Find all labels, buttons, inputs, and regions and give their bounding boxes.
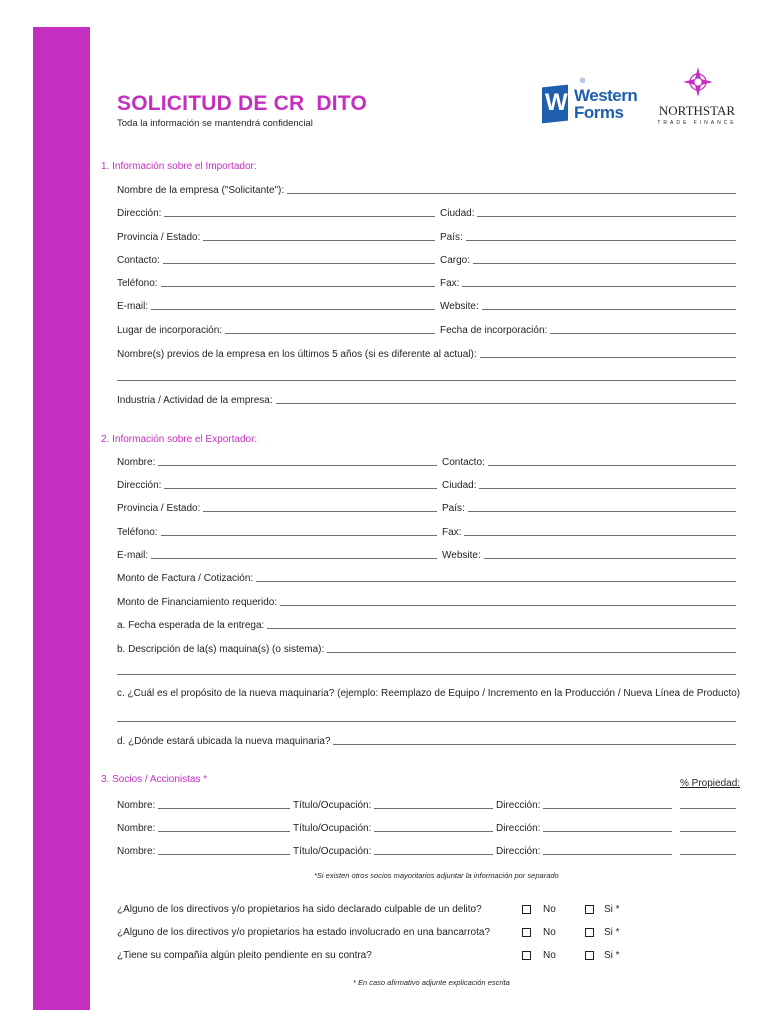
field-label: Fecha de incorporación: <box>440 325 548 336</box>
field-label: Industria / Actividad de la empresa: <box>117 395 273 406</box>
question-2-yes-checkbox[interactable] <box>585 928 594 937</box>
question-2-no-checkbox[interactable] <box>522 928 531 937</box>
field-label: Website: <box>440 301 479 312</box>
question-3-no-label: No <box>543 950 556 961</box>
field-label: Dirección: <box>496 846 541 857</box>
importer-company-name-field[interactable] <box>117 182 736 196</box>
partner-3-title-field[interactable] <box>293 843 493 857</box>
partner-1-ownership-field[interactable] <box>680 808 736 809</box>
confidential-note: Toda la información se mantendrá confidencial <box>117 118 313 129</box>
partner-2-address-field[interactable] <box>496 820 672 834</box>
field-label: Nombre: <box>117 823 156 834</box>
partner-2-title-field[interactable] <box>293 820 493 834</box>
northstar-tagline: TRADE FINANCE <box>657 120 737 126</box>
field-label: Dirección: <box>496 800 541 811</box>
importer-incorporation-place-field[interactable] <box>117 322 435 336</box>
question-1-no-label: No <box>543 904 556 915</box>
partner-3-ownership-field[interactable] <box>680 854 736 855</box>
exporter-phone-field[interactable] <box>117 524 437 538</box>
partner-2-name-field[interactable] <box>117 820 290 834</box>
question-2-no-label: No <box>543 927 556 938</box>
field-label: Monto de Financiamiento requerido: <box>117 597 278 608</box>
field-label: Fax: <box>442 527 462 538</box>
question-2-yes-label: Si * <box>604 927 620 938</box>
delivery-date-field[interactable] <box>117 617 736 631</box>
field-label: a. Fecha esperada de la entrega: <box>117 620 265 631</box>
field-label: Nombre de la empresa ("Solicitante"): <box>117 185 285 196</box>
financing-amount-field[interactable] <box>117 594 736 608</box>
importer-industry-field[interactable] <box>117 392 736 406</box>
question-3-no-checkbox[interactable] <box>522 951 531 960</box>
purpose-answer-line[interactable] <box>117 721 736 722</box>
importer-address-field[interactable] <box>117 205 435 219</box>
partner-2-ownership-field[interactable] <box>680 831 736 832</box>
exporter-province-field[interactable] <box>117 500 437 514</box>
ownership-header: % Propiedad: <box>680 778 741 789</box>
field-label: Contacto: <box>442 457 485 468</box>
importer-contact-field[interactable] <box>117 252 435 266</box>
field-label: Teléfono: <box>117 278 158 289</box>
northstar-logo <box>655 67 739 133</box>
section-2-title: 2. Información sobre el Exportador: <box>101 434 258 445</box>
partner-3-address-field[interactable] <box>496 843 672 857</box>
western-forms-letter: W <box>545 89 568 116</box>
field-label: Ciudad: <box>440 208 475 219</box>
field-label: b. Descripción de la(s) maquina(s) (o sistema): <box>117 644 325 655</box>
field-label: Dirección: <box>117 208 162 219</box>
field-label: Contacto: <box>117 255 160 266</box>
western-forms-wordmark <box>574 87 637 121</box>
field-label: Provincia / Estado: <box>117 503 201 514</box>
field-label: Teléfono: <box>117 527 158 538</box>
importer-province-field[interactable] <box>117 229 435 243</box>
western-forms-word-1: Western <box>574 86 638 105</box>
field-label: Nombre: <box>117 800 156 811</box>
question-2-text: ¿Alguno de los directivos y/o propietarios ha estado involucrado en una bancarrota? <box>117 927 491 938</box>
western-forms-logo <box>542 78 647 126</box>
field-label: Cargo: <box>440 255 471 266</box>
field-label: País: <box>442 503 465 514</box>
question-1-no-checkbox[interactable] <box>522 905 531 914</box>
field-label: E-mail: <box>117 301 149 312</box>
field-label: Nombre: <box>117 846 156 857</box>
machine-description-extra-line[interactable] <box>117 674 736 675</box>
exporter-address-field[interactable] <box>117 477 437 491</box>
exporter-city-field[interactable] <box>442 477 736 491</box>
question-3-yes-checkbox[interactable] <box>585 951 594 960</box>
northstar-wordmark: NORTHSTAR <box>658 103 736 118</box>
partner-3-name-field[interactable] <box>117 843 290 857</box>
partners-note: *Si existen otros socios mayoritarios adjuntar la información por separado <box>314 871 559 880</box>
registered-icon: ® <box>580 78 586 85</box>
section-1-title: 1. Información sobre el Importador: <box>101 161 257 172</box>
importer-phone-field[interactable] <box>117 275 435 289</box>
exporter-contact-field[interactable] <box>442 454 736 468</box>
field-label: Ciudad: <box>442 480 477 491</box>
invoice-amount-field[interactable] <box>117 570 736 584</box>
field-label: Provincia / Estado: <box>117 232 201 243</box>
field-label: d. ¿Dónde estará ubicada la nueva maquinaria? <box>117 736 331 747</box>
importer-previous-names-field[interactable] <box>117 346 736 360</box>
question-1-text: ¿Alguno de los directivos y/o propietarios ha sido declarado culpable de un delito? <box>117 904 482 915</box>
partner-1-name-field[interactable] <box>117 797 290 811</box>
field-label: Dirección: <box>496 823 541 834</box>
partner-1-address-field[interactable] <box>496 797 672 811</box>
field-label: Monto de Factura / Cotización: <box>117 573 254 584</box>
northstar-star-icon <box>683 67 713 97</box>
importer-fax-field[interactable] <box>440 275 736 289</box>
question-1-yes-checkbox[interactable] <box>585 905 594 914</box>
partner-1-title-field[interactable] <box>293 797 493 811</box>
field-label: Título/Ocupación: <box>293 846 372 857</box>
footer-note: * En caso afirmativo adjunte explicación escrita <box>353 978 510 987</box>
question-1-yes-label: Si * <box>604 904 620 915</box>
importer-incorporation-date-field[interactable] <box>440 322 736 336</box>
exporter-website-field[interactable] <box>442 547 736 561</box>
western-forms-word-2: Forms <box>574 103 624 122</box>
importer-website-field[interactable] <box>440 298 736 312</box>
importer-city-field[interactable] <box>440 205 736 219</box>
exporter-name-field[interactable] <box>117 454 437 468</box>
page-title: SOLICITUD DE CR DITO <box>117 92 367 115</box>
field-label: Lugar de incorporación: <box>117 325 223 336</box>
importer-email-field[interactable] <box>117 298 435 312</box>
machine-location-field[interactable] <box>117 733 736 747</box>
field-label: E-mail: <box>117 550 149 561</box>
field-label: Título/Ocupación: <box>293 800 372 811</box>
question-3-text: ¿Tiene su compañía algún pleito pendiente en su contra? <box>117 950 372 961</box>
purpose-question: c. ¿Cuál es el propósito de la nueva maquinaria? (ejemplo: Reemplazo de Equipo / Incremento en la Producción / Nueva Línea de Producto) <box>117 688 741 699</box>
previous-names-extra-line[interactable] <box>117 380 736 381</box>
field-label: Website: <box>442 550 481 561</box>
field-label: Fax: <box>440 278 460 289</box>
field-label: Nombre(s) previos de la empresa en los últimos 5 años (si es diferente al actual): <box>117 349 477 360</box>
field-label: Dirección: <box>117 480 162 491</box>
exporter-fax-field[interactable] <box>442 524 736 538</box>
field-label: País: <box>440 232 463 243</box>
machine-description-field[interactable] <box>117 641 736 655</box>
exporter-country-field[interactable] <box>442 500 736 514</box>
question-3-yes-label: Si * <box>604 950 620 961</box>
sidebar-band <box>33 27 90 1010</box>
field-label: Título/Ocupación: <box>293 823 372 834</box>
importer-position-field[interactable] <box>440 252 736 266</box>
exporter-email-field[interactable] <box>117 547 437 561</box>
section-3-title: 3. Socios / Accionistas * <box>101 774 208 785</box>
field-label: Nombre: <box>117 457 156 468</box>
importer-country-field[interactable] <box>440 229 736 243</box>
